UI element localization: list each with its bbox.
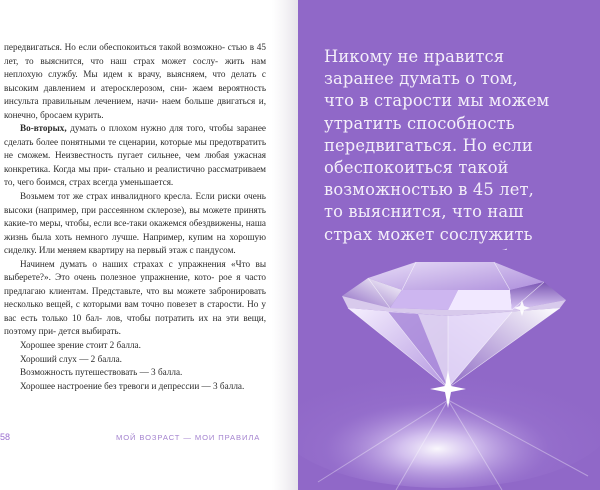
page-number: 58 (0, 432, 11, 442)
paragraph-line: жить нам неплохую службу. Мы идем к врачу, выясняем, (4, 55, 267, 80)
body-paragraph (4, 353, 266, 367)
pull-quote-line: утратить способность (324, 113, 515, 133)
paragraph-line: Хороший слух — 2 балла. (20, 353, 122, 364)
paragraph-line: передвигаться. Но если обеспокоиться такой возможно- (4, 42, 226, 52)
paragraph-line: дется выбирать. (58, 326, 121, 337)
paragraph-line: 3 балла. (213, 380, 245, 391)
paragraph-line: что делать с высоким давлением и атеросклерозом, сни- (4, 69, 266, 93)
body-paragraph (4, 258, 266, 339)
paragraph-line: квартиру на первый этаж с пандусом. (88, 245, 236, 256)
paragraph-line: Хорошее настроение без тревоги и депрессии — (20, 380, 211, 391)
pull-quote-line: передвигаться. Но если (324, 135, 533, 155)
paragraph-line: лов, чтобы потратить их на эти вещи, поэтому при- (4, 312, 267, 337)
body-text (4, 41, 266, 393)
paragraph-line: точно повезет в старости. Но у вас есть только 10 бал- (4, 299, 266, 323)
body-paragraph (4, 122, 266, 190)
paragraph-line: стально и реалистично рассматриваем то, чего боимся, (4, 163, 266, 188)
paragraph-line: рое я часто предлагаю клиентам. Представьте, что вы (4, 272, 267, 296)
left-page (0, 0, 272, 490)
page-gutter (272, 0, 298, 490)
paragraph-line: стью в 45 лет, то выяснится, что наш страх может сослу- (4, 42, 266, 66)
paragraph-line: жаем вероятность инсульта правильным лечением, начи- (4, 82, 267, 107)
body-paragraph (4, 339, 266, 353)
diamond-photo (298, 250, 600, 490)
right-page (298, 0, 600, 490)
paragraph-line: можете забронировать несколько вещей, с которыми вам (4, 285, 267, 310)
paragraph-line: Возьмем тот же страх инвалидного кресла. Если риски (20, 191, 241, 202)
paragraph-lead: Во-вторых, (20, 123, 67, 134)
paragraph-line: лучше. Например, купим на хорошую сиделку. Или меняем (4, 231, 266, 256)
body-paragraph (4, 190, 266, 258)
paragraph-line: Начинем думать о наших страхах с упражнения «Что (20, 258, 251, 269)
pull-quote-line: Никому не нравится (324, 47, 505, 66)
body-paragraph (4, 41, 266, 122)
paragraph-line: мы предотвратить не сможем. Неизвестность пугает (4, 136, 267, 161)
body-paragraph (4, 366, 266, 380)
pull-quote-line: что в старости мы можем (324, 91, 550, 111)
paragraph-line: заранее сделать более понятными те сценарии, которые (4, 123, 266, 147)
paragraph-line: наем больше двигаться и, конечно, бросаем курить. (4, 96, 266, 120)
pull-quote-line: то выяснится, что наш (324, 202, 524, 222)
paragraph-line: думать о плохом нужно для того, чтобы (66, 123, 233, 134)
pull-quote (324, 46, 586, 268)
paragraph-line: можете принять какие-то меры, чтобы, если все-таки (4, 204, 266, 229)
pull-quote-line: возможностью в 45 лет, (324, 180, 534, 200)
paragraph-line: вы выберете?». Это очень полезное упражнение, кото- (4, 258, 267, 283)
paragraph-line: сильнее, чем любая ужасная конкретика. Когда мы при- (4, 150, 267, 174)
paragraph-line: окажемся обездвижены, наша жизнь была хоть немного (4, 218, 266, 242)
paragraph-line: страх всегда уменьшается. (69, 177, 174, 188)
paragraph-line: очень высоки (например, при рассеянном склерозе), вы (4, 191, 266, 215)
pull-quote-line: обеспокоиться такой (324, 158, 509, 178)
running-head: МОЙ ВОЗРАСТ — МОИ ПРАВИЛА (116, 433, 261, 442)
paragraph-line: Хорошее зрение стоит 2 балла. (20, 340, 141, 351)
pull-quote-line: заранее думать о том, (324, 69, 518, 89)
paragraph-line: Возможность путешествовать — 3 балла. (20, 367, 183, 378)
body-paragraph (4, 380, 266, 394)
pull-quote-line: страх может сослужить (324, 224, 533, 244)
